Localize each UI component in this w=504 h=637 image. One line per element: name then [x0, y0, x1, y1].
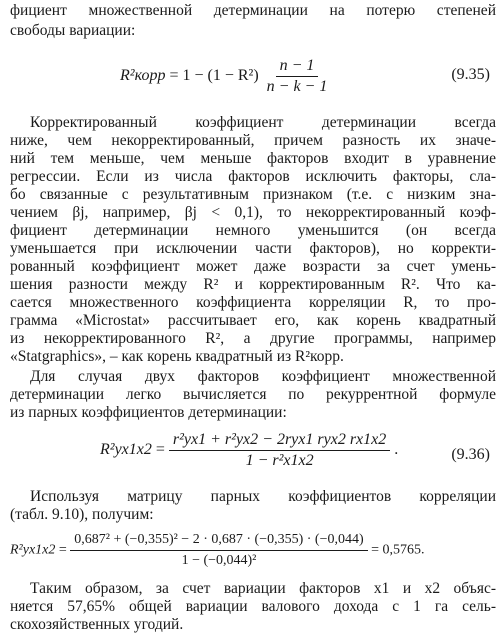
text-line: детерминации легко вычисляется по рекуррентной формуле	[10, 386, 496, 403]
text-line: (табл. 9.10), получим:	[10, 506, 154, 523]
text-line: рованный коэффициент может даже возрасти за счет умень-	[10, 258, 496, 275]
equation-number: (9.35)	[451, 66, 490, 83]
text-line: сается множественного коэффициента корреляции R, то про-	[10, 294, 496, 311]
formula-fraction	[70, 530, 367, 571]
fraction-denominator: 1 − (−0,044)²	[181, 553, 257, 568]
equation-number: (9.36)	[451, 446, 490, 463]
fraction-numerator: n − 1	[276, 56, 319, 77]
fraction-numerator: r²yx1 + r²yx2 − 2ryx1 ryx2 rx1x2	[169, 430, 390, 451]
text-line: Таким образом, за счет вариации факторов x1 и x2 объяс-	[30, 580, 496, 597]
text-line: няется 57,65% общей вариации валового дохода с 1 га сель-	[10, 598, 496, 615]
formula-lhs: R²корр	[120, 67, 166, 85]
text-line: ний тем меньше, чем меньше факторов входит в уравнение	[10, 150, 496, 167]
text-line: Используя матрицу парных коэффициентов корреляции	[30, 488, 496, 505]
text-line: свободы вариации:	[10, 22, 136, 39]
text-line: уменьшается при исключении части факторов), но корректи-	[10, 240, 496, 257]
fraction-denominator: n − k − 1	[266, 78, 328, 95]
text-line: Для случая двух факторов коэффициент множественной	[30, 368, 496, 385]
text-line: Корректированный коэффициент детерминации всегда	[30, 114, 496, 131]
text-line: шения разности между R² и корректированным R². Что ка-	[10, 276, 496, 293]
formula-lhs: R²yx1x2	[10, 542, 56, 558]
text-line: «Statgraphics», – как корень квадратный из R²корр.	[10, 348, 344, 365]
formula-calculation: R²yx1x2 = $\frac{\text{0,687² + (−0,355)² − 2 · 0,687 · (−0,355) · (−0,044)}}{\text{1 − (−0,044)²}}$ = 0,5765.	[10, 530, 425, 571]
text-line: регрессии. Если из числа факторов исключить факторы, сла-	[10, 168, 496, 185]
text-line: скохозяйственных угодий.	[10, 616, 184, 633]
formula-result: = 0,5765.	[371, 542, 425, 558]
text-line: грамма «Microstat» рассчитывает его, как корень квадратный	[10, 312, 496, 329]
formula-9-36: R²yx1x2 = $\frac{\text{r²yx1 + r²yx2 − 2ryx1 ryx2 rx1x2}}{\text{1 − r²x1x2}}$ .	[100, 431, 399, 469]
formula-fraction	[263, 56, 332, 97]
formula-rhs-prefix: = 1 − (1 − R²)	[169, 67, 259, 85]
formula-9-35	[120, 56, 331, 97]
text-line: ниже, чем некорректированный, причем разность их значе-	[10, 132, 496, 149]
formula-fraction	[169, 430, 390, 471]
text-line: чением βj, например, βj < 0,1), то некорректированный коэф-	[10, 204, 496, 221]
text-line: фициент детерминации немного уменьшится (он всегда	[10, 222, 496, 239]
formula-lhs: R²yx1x2	[100, 441, 152, 459]
text-line: фициент множественной детерминации на потерю степеней	[10, 2, 496, 19]
text-line: из некорректированного R², а другие программы, например	[10, 330, 496, 347]
fraction-denominator: 1 − r²x1x2	[245, 452, 314, 469]
text-line: из парных коэффициентов детерминации:	[10, 404, 287, 421]
text-line: бо связанные с результативным признаком (т.е. с низким зна-	[10, 186, 496, 203]
fraction-numerator: 0,687² + (−0,355)² − 2 · 0,687 · (−0,355) · (−0,044)	[70, 530, 367, 551]
